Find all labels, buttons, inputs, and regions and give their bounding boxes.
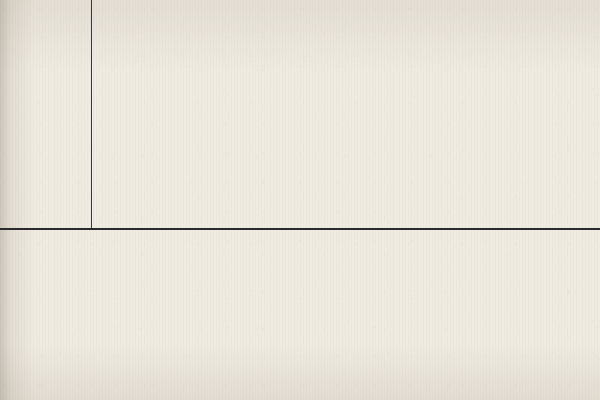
bottom-table-section	[0, 228, 600, 400]
page-title-block	[0, 0, 92, 228]
